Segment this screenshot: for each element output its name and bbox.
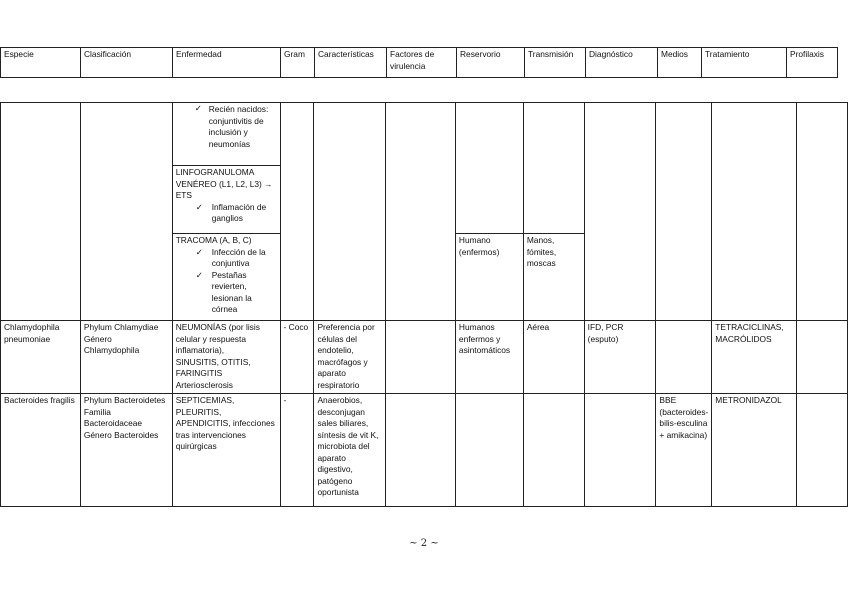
cell-transmision-pneumoniae: Aérea: [523, 321, 584, 394]
cell-especie-empty: [1, 103, 81, 321]
header-table: [0, 47, 838, 78]
cell-transmision-bacteroides: [523, 394, 584, 507]
cell-medios-empty: [656, 103, 712, 321]
header-clasificacion: Clasificación: [81, 48, 173, 78]
header-factores: Factores de virulencia: [387, 48, 457, 78]
cell-caracteristicas-pneumoniae: Preferencia por células del endotelio, macrófagos y aparato respiratorio: [314, 321, 386, 394]
cell-medios-bacteroides: BBE (bacteroides-bilis-esculina + amikacina): [656, 394, 712, 507]
cell-transmision-empty: [523, 103, 584, 234]
checkmark-icon: ✓: [195, 269, 203, 280]
header-row: [1, 48, 838, 78]
cell-enfermedad-linfogranuloma: LINFOGRANULOMA VENÉREO (L1, L2, L3) → ETS ✓ Inflamación de ganglios: [172, 166, 280, 234]
cell-factores-pneumoniae: [386, 321, 456, 394]
cell-profilaxis-bacteroides: [797, 394, 848, 507]
cell-reservorio-pneumoniae: Humanos enfermos y asintomáticos: [455, 321, 523, 394]
cell-transmision-chlamydia: Manos, fómites, moscas: [523, 234, 584, 321]
cell-diagnostico-bacteroides: [584, 394, 656, 507]
header-especie: Especie: [1, 48, 81, 78]
cell-tratamiento-empty: [712, 103, 797, 321]
checkmark-icon: ✓: [194, 103, 202, 113]
header-profilaxis: Profilaxis: [787, 48, 838, 78]
cell-caracteristicas-empty: [314, 103, 386, 321]
table-row: [1, 103, 848, 166]
species-table: [0, 102, 848, 507]
cell-gram-empty: [280, 103, 314, 321]
cell-especie-pneumoniae: Chlamydophila pneumoniae: [1, 321, 81, 394]
cell-tratamiento-pneumoniae: TETRACICLINAS, MACRÓLIDOS: [712, 321, 797, 394]
checkmark-icon: ✓: [195, 246, 203, 257]
cell-especie-bacteroides: Bacteroides fragilis: [1, 394, 81, 507]
cell-caracteristicas-bacteroides: Anaerobios, desconjugan sales biliares, síntesis de vit K, microbiota del aparato digestivo, patógeno oportunista: [314, 394, 386, 507]
header-diagnostico: Diagnóstico: [586, 48, 658, 78]
header-caracteristicas: Características: [315, 48, 387, 78]
table-row: [1, 321, 848, 394]
header-medios: Medios: [658, 48, 702, 78]
cell-clasificacion-pneumoniae: Phylum Chlamydiae Género Chlamydophila: [80, 321, 172, 394]
cell-clasificacion-empty: [80, 103, 172, 321]
cell-factores-empty: [386, 103, 456, 321]
page-number: ~ 2 ~: [409, 538, 439, 549]
header-reservorio: Reservorio: [457, 48, 525, 78]
header-tratamiento: Tratamiento: [702, 48, 787, 78]
header-gram: Gram: [281, 48, 315, 78]
cell-factores-bacteroides: [386, 394, 456, 507]
cell-enfermedad-bacteroides: SEPTICEMIAS, PLEURITIS, APENDICITIS, infecciones tras intervenciones quirúrgicas: [172, 394, 280, 507]
cell-clasificacion-bacteroides: Phylum Bacteroidetes Familia Bacteroidaceae Género Bacteroides: [80, 394, 172, 507]
cell-profilaxis-pneumoniae: [797, 321, 848, 394]
cell-reservorio-chlamydia: Humano (enfermos): [455, 234, 523, 321]
cell-gram-pneumoniae: - Coco: [280, 321, 314, 394]
cell-gram-bacteroides: -: [280, 394, 314, 507]
header-enfermedad: Enfermedad: [173, 48, 281, 78]
cell-reservorio-bacteroides: [455, 394, 523, 507]
header-transmision: Transmisión: [525, 48, 586, 78]
cell-diagnostico-pneumoniae: IFD, PCR (esputo): [584, 321, 656, 394]
cell-tratamiento-bacteroides: METRONIDAZOL: [712, 394, 797, 507]
cell-enfermedad-recien-nacidos: ✓ Recién nacidos: conjuntivitis de inclusión y neumonías: [172, 103, 280, 166]
cell-reservorio-empty: [455, 103, 523, 234]
cell-enfermedad-pneumoniae: NEUMONÍAS (por lisis celular y respuesta inflamatoria), SINUSITIS, OTITIS, FARINGITIS Arteriosclerosis: [172, 321, 280, 394]
checkmark-icon: ✓: [195, 201, 203, 212]
cell-profilaxis-empty: [797, 103, 848, 321]
cell-medios-pneumoniae: [656, 321, 712, 394]
table-row: [1, 394, 848, 507]
cell-enfermedad-tracoma: TRACOMA (A, B, C) ✓ Infección de la conjuntiva ✓ Pestañas revierten, lesionan la córnea: [172, 234, 280, 321]
cell-diagnostico-empty: [584, 103, 656, 321]
